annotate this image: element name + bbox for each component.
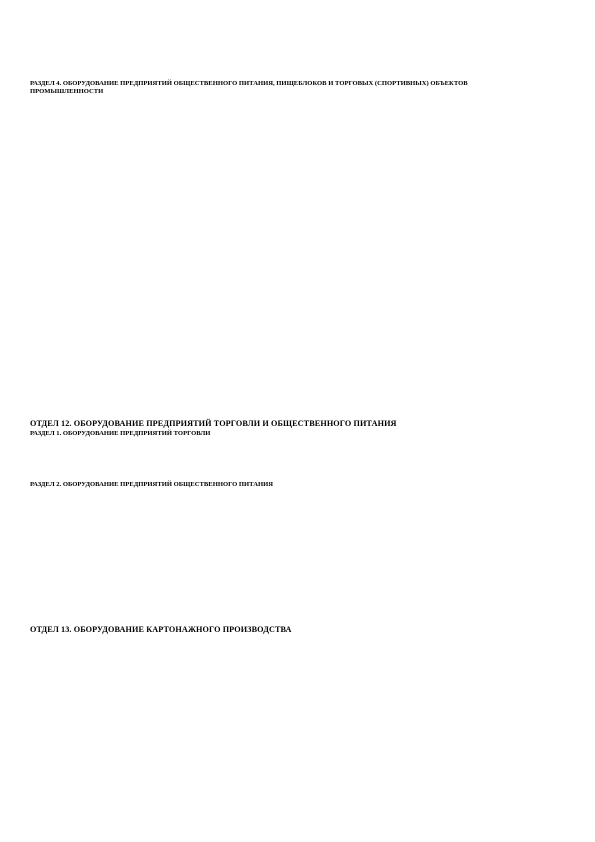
section-heading: РАЗДЕЛ 1. ОБОРУДОВАНИЕ ПРЕДПРИЯТИЙ ТОРГОВЛИ (30, 429, 211, 437)
section-heading: ПРОМЫШЛЕННОСТИ (30, 88, 104, 96)
department-heading: ОТДЕЛ 12. ОБОРУДОВАНИЕ ПРЕДПРИЯТИЙ ТОРГОВЛИ И ОБЩЕСТВЕННОГО ПИТАНИЯ (30, 418, 397, 428)
section-heading: РАЗДЕЛ 4. ОБОРУДОВАНИЕ ПРЕДПРИЯТИЙ ОБЩЕСТВЕННОГО ПИТАНИЯ, ПИЩЕБЛОКОВ И ТОРГОВЫХ (СПОРТИВНЫХ) ОБЪЕКТОВ (30, 79, 468, 87)
department-heading: ОТДЕЛ 13. ОБОРУДОВАНИЕ КАРТОНАЖНОГО ПРОИЗВОДСТВА (30, 625, 292, 635)
section-heading: РАЗДЕЛ 2. ОБОРУДОВАНИЕ ПРЕДПРИЯТИЙ ОБЩЕСТВЕННОГО ПИТАНИЯ (30, 480, 274, 488)
